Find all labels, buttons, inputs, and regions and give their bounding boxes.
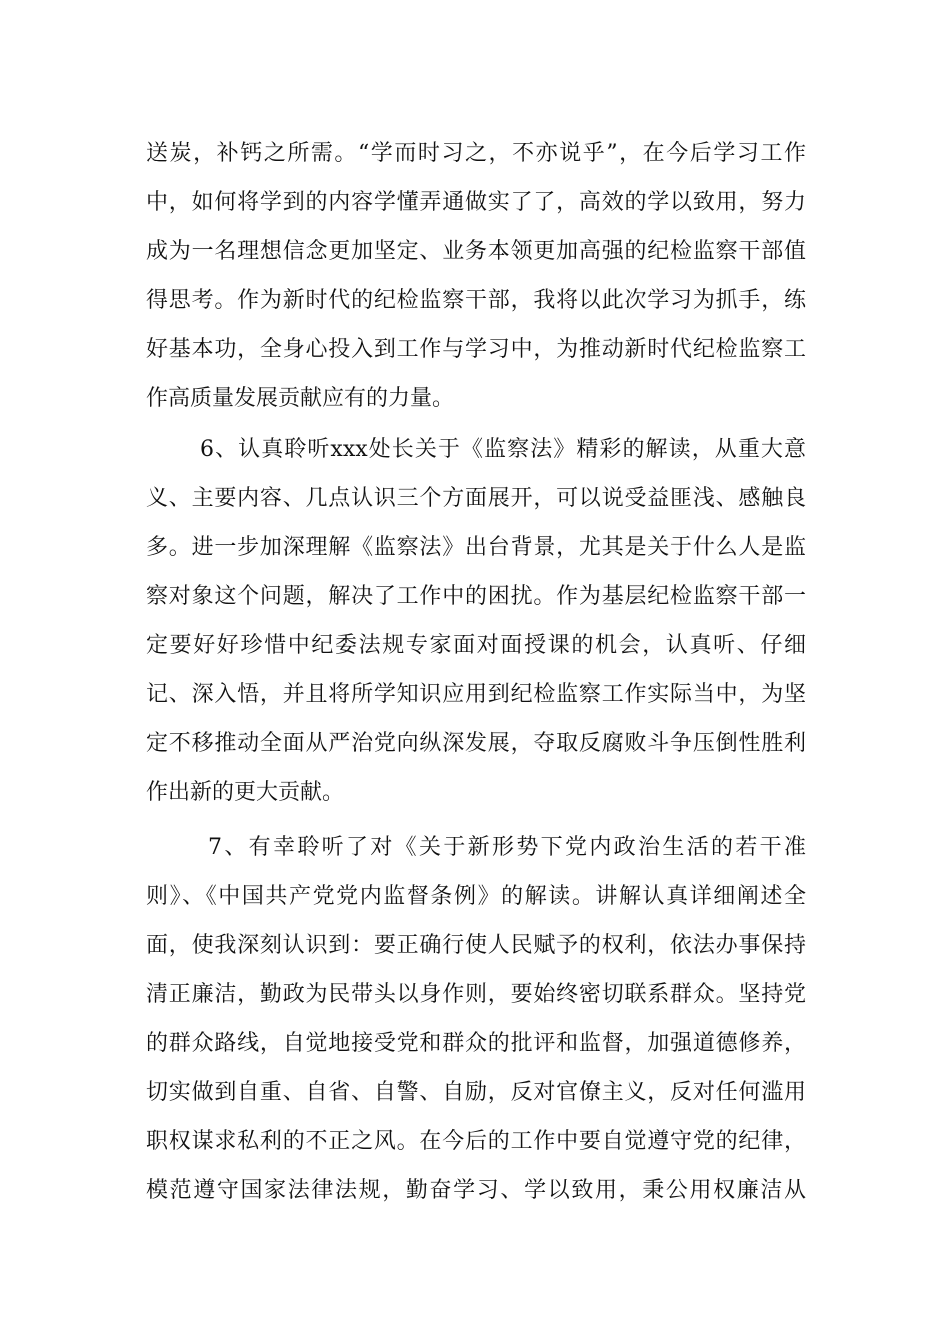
text-line: 清正廉洁，勤政为民带头以身作则，要始终密切联系群众。坚持党 (146, 982, 806, 1007)
text-line: 定不移推动全面从严治党向纵深发展，夺取反腐败斗争压倒性胜利 (146, 731, 806, 756)
text-line: 的群众路线，自觉地接受党和群众的批评和监督，加强道德修养， (146, 1031, 806, 1056)
text-line: 义、主要内容、几点认识三个方面展开，可以说受益匪浅、感触良 (146, 486, 806, 511)
text-line: 得思考。作为新时代的纪检监察干部，我将以此次学习为抓手，练 (146, 288, 806, 313)
text-line: 6、认真聆听xxx处长关于《监察法》精彩的解读，从重大意 (200, 437, 806, 462)
text-line: 定要好好珍惜中纪委法规专家面对面授课的机会，认真听、仔细 (146, 633, 806, 658)
text-line: 模范遵守国家法律法规，勤奋学习、学以致用，秉公用权廉洁从 (146, 1178, 806, 1203)
text-line: 中，如何将学到的内容学懂弄通做实了了，高效的学以致用，努力 (146, 190, 806, 215)
text-line: 送炭，补钙之所需。“学而时习之，不亦说乎”，在今后学习工作 (146, 141, 806, 166)
text-line: 职权谋求私利的不正之风。在今后的工作中要自觉遵守党的纪律， (146, 1129, 806, 1154)
text-line: 多。进一步加深理解《监察法》出台背景，尤其是关于什么人是监 (146, 535, 806, 560)
text-line: 作高质量发展贡献应有的力量。 (146, 386, 455, 411)
text-line: 7、有幸聆听了对《关于新形势下党内政治生活的若干准 (208, 835, 806, 860)
text-line: 作出新的更大贡献。 (146, 780, 345, 805)
text-line: 记、深入悟，并且将所学知识应用到纪检监察工作实际当中，为坚 (146, 682, 806, 707)
text-line: 切实做到自重、自省、自警、自励，反对官僚主义，反对任何滥用 (146, 1080, 806, 1105)
text-line: 察对象这个问题，解决了工作中的困扰。作为基层纪检监察干部一 (146, 584, 806, 609)
text-line: 面，使我深刻认识到：要正确行使人民赋予的权利，依法办事保持 (146, 933, 806, 958)
text-line: 则》、《中国共产党党内监督条例》的解读。讲解认真详细阐述全 (146, 884, 806, 909)
text-line: 好基本功，全身心投入到工作与学习中，为推动新时代纪检监察工 (146, 337, 806, 362)
text-line: 成为一名理想信念更加坚定、业务本领更加高强的纪检监察干部值 (146, 239, 806, 264)
